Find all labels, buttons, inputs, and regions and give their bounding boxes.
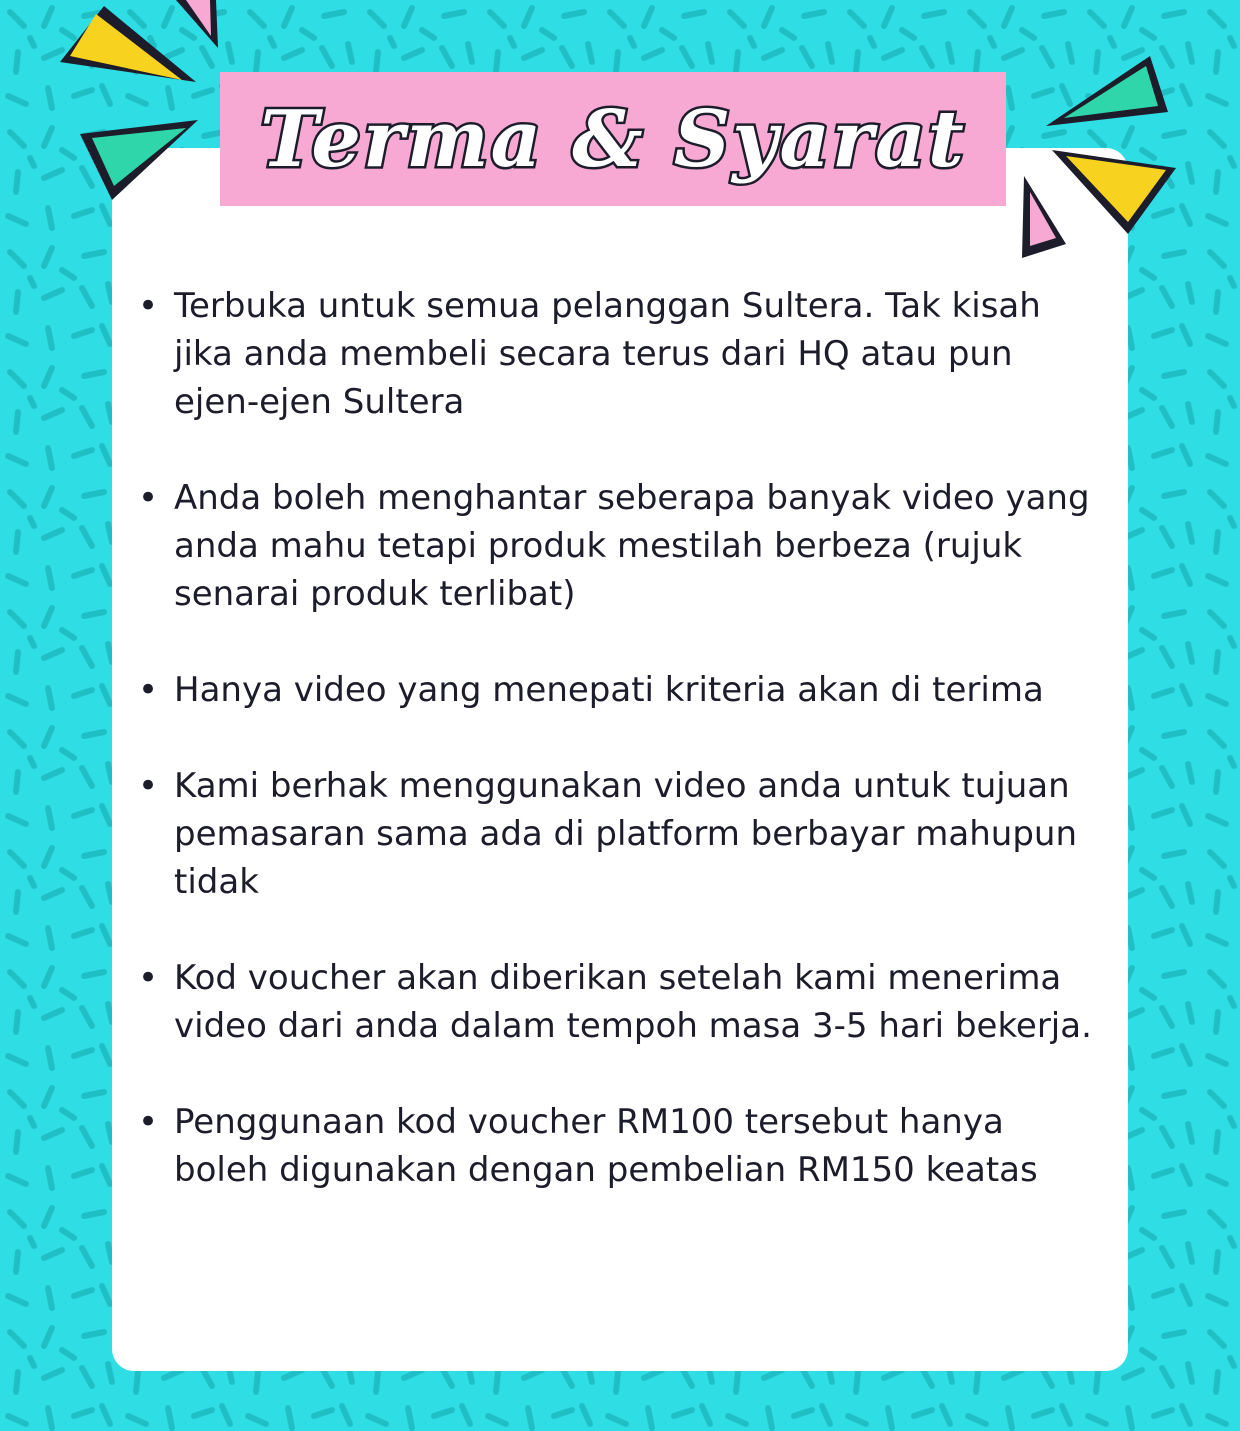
term-text: Penggunaan kod voucher RM100 tersebut hanya boleh digunakan dengan pembelian RM150 keatas	[174, 1102, 1038, 1190]
list-item	[138, 666, 1098, 714]
list-item	[138, 954, 1098, 1050]
bullet: •	[138, 958, 159, 998]
term-text: Terbuka untuk semua pelanggan Sultera. Tak kisah jika anda membeli secara terus dari HQ atau pun ejen-ejen Sultera	[174, 286, 1041, 422]
list-item	[138, 762, 1098, 906]
term-text: Kami berhak menggunakan video anda untuk tujuan pemasaran sama ada di platform berbayar mahupun tidak	[174, 766, 1078, 902]
page-title	[220, 72, 1006, 206]
term-text: Anda boleh menghantar seberapa banyak video yang anda mahu tetapi produk mestilah berbeza (rujuk senarai produk terlibat)	[174, 478, 1090, 614]
bullet: •	[138, 478, 159, 518]
title-text: Terma & Syarat	[260, 94, 966, 185]
terms-list	[138, 282, 1098, 1242]
list-item	[138, 282, 1098, 426]
bullet: •	[138, 1102, 159, 1142]
term-text: Hanya video yang menepati kriteria akan di terima	[174, 670, 1044, 710]
list-item	[138, 1098, 1098, 1194]
list-item	[138, 474, 1098, 618]
bullet: •	[138, 670, 159, 710]
bullet: •	[138, 766, 159, 806]
bullet: •	[138, 286, 159, 326]
term-text: Kod voucher akan diberikan setelah kami menerima video dari anda dalam tempoh masa 3-5 hari bekerja.	[174, 958, 1092, 1046]
